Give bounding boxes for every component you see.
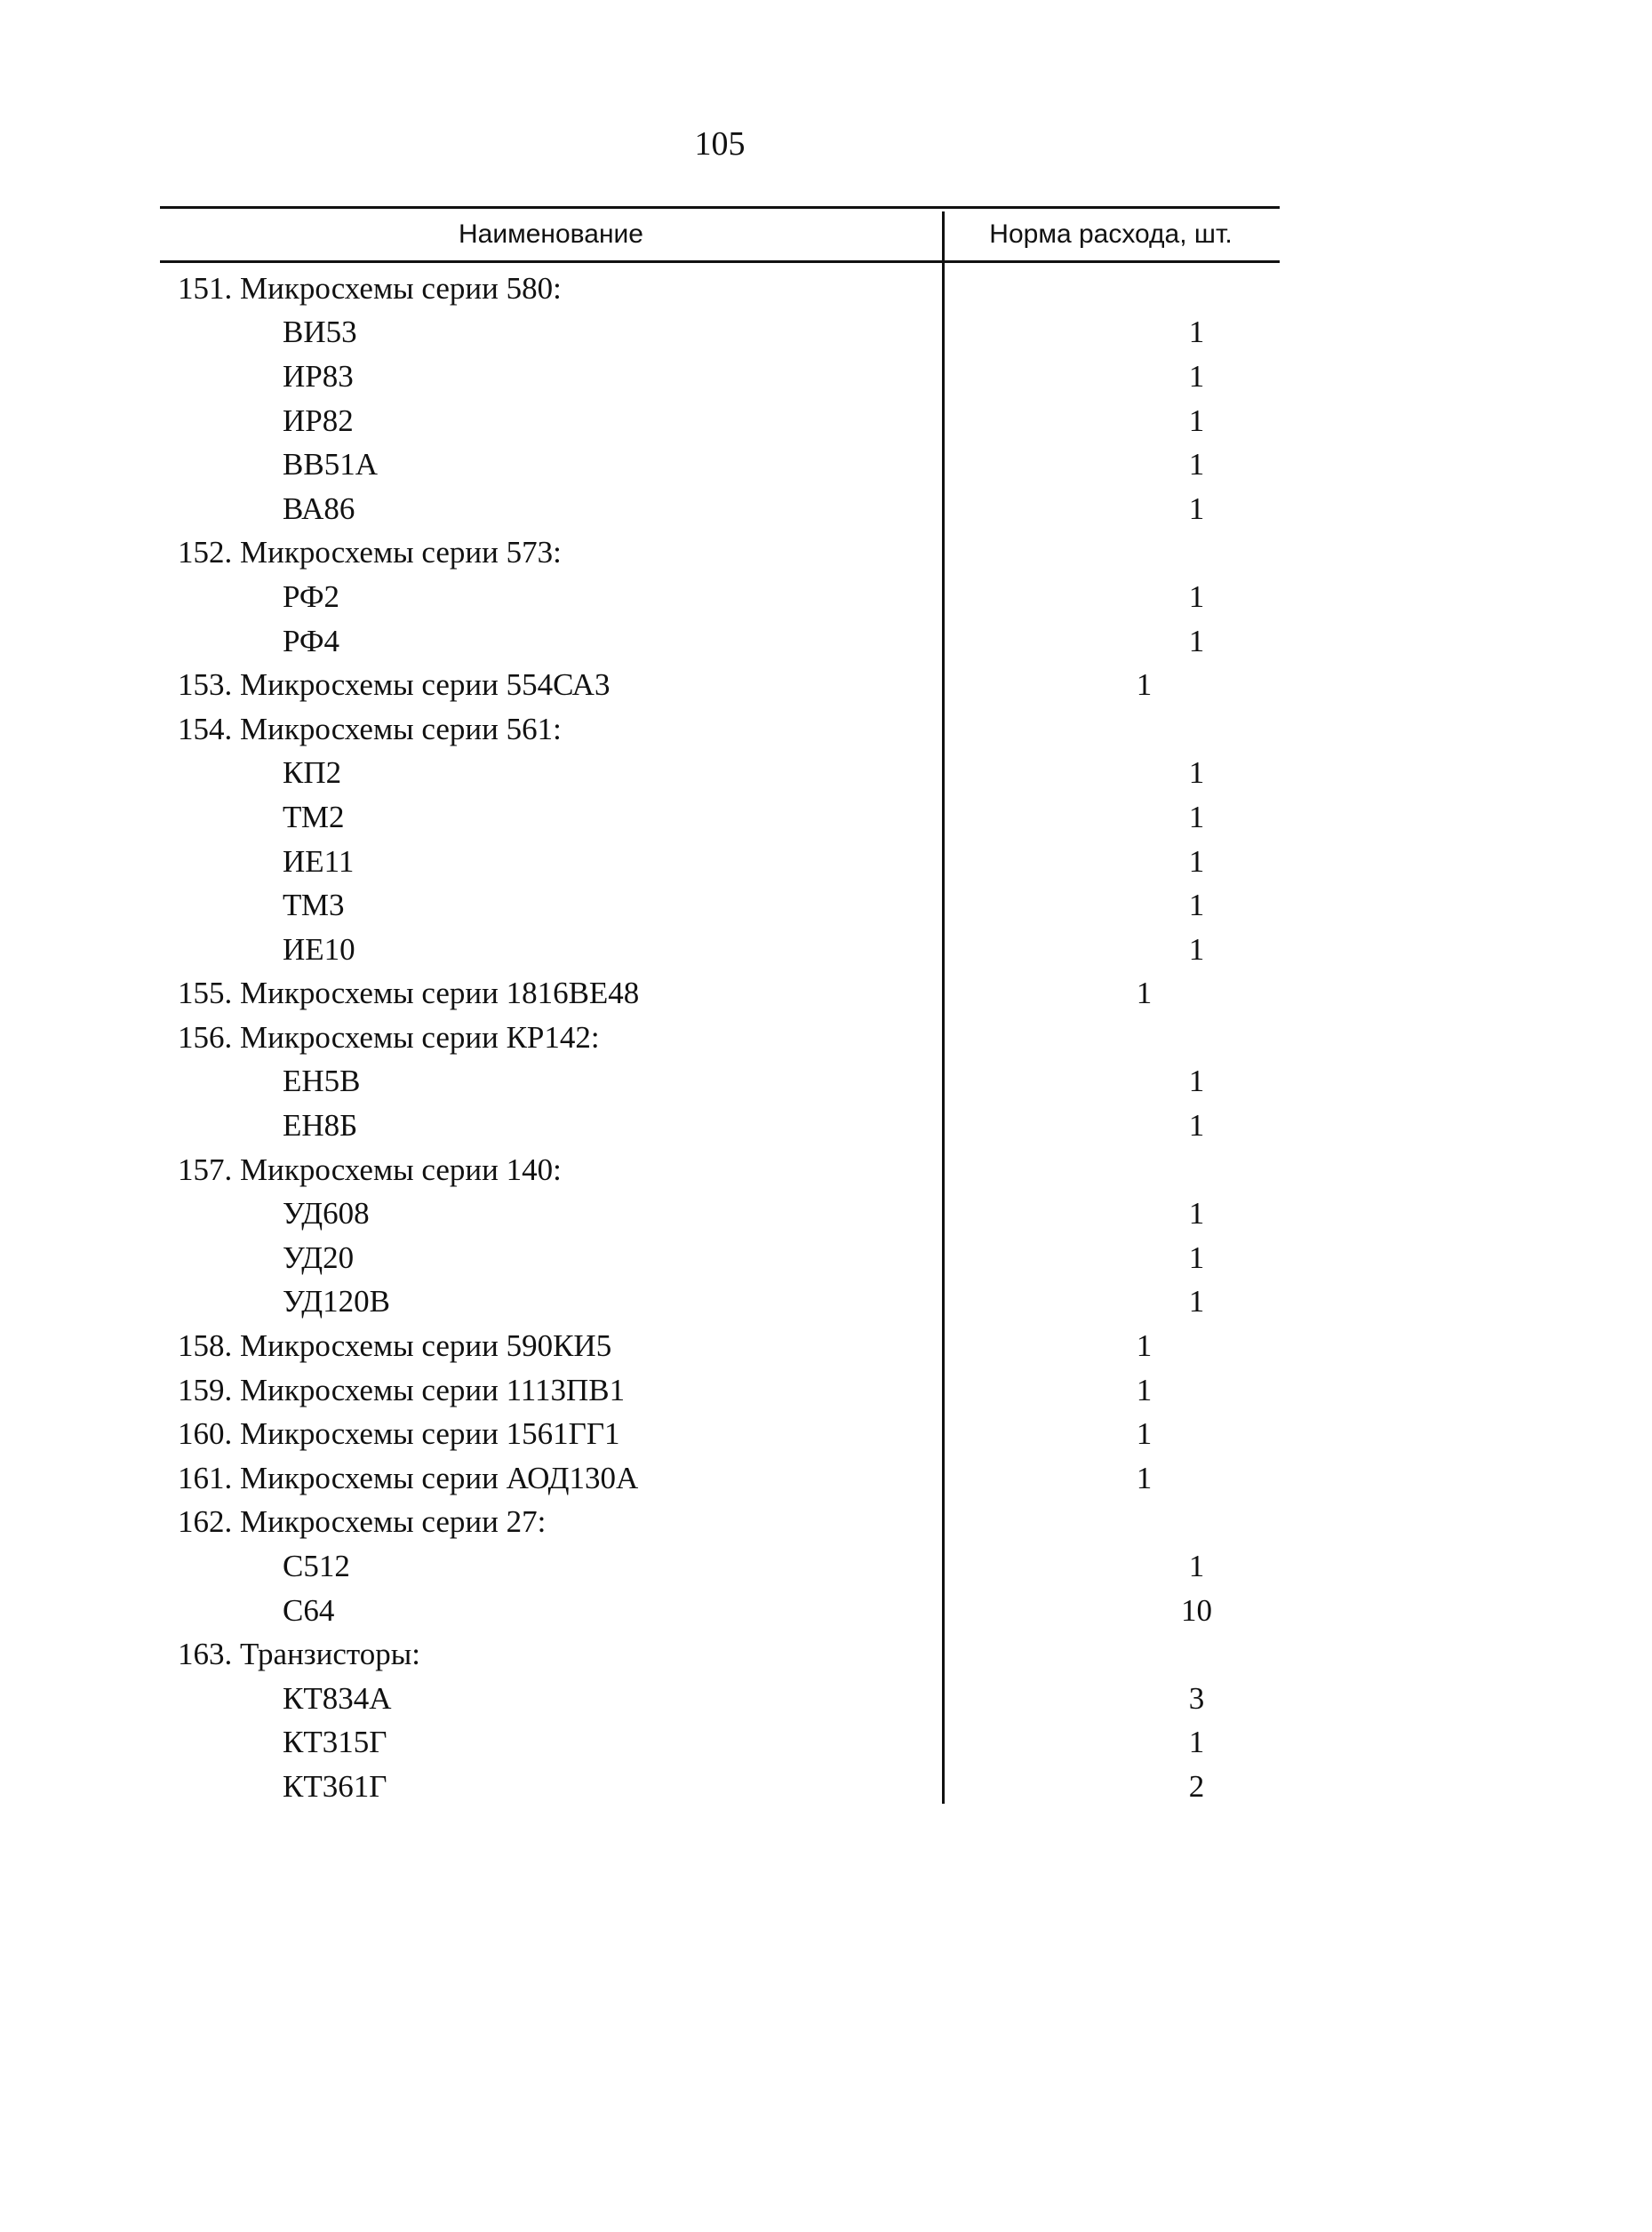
row-quantity: 1 bbox=[1188, 403, 1205, 438]
row-item-name: ИР82 bbox=[283, 403, 354, 438]
row-item-name: УД120В bbox=[283, 1284, 390, 1319]
table-row bbox=[160, 1765, 1280, 1809]
table-row bbox=[160, 1060, 1280, 1104]
table-row bbox=[160, 399, 1280, 443]
row-item-name: ИЕ10 bbox=[283, 931, 355, 967]
header-name: Наименование bbox=[459, 219, 643, 249]
table-row bbox=[160, 1721, 1280, 1766]
row-item-name: ВВ51А bbox=[283, 447, 378, 482]
row-group-name: 161. Микросхемы серии АОД130А bbox=[178, 1460, 639, 1495]
table-row bbox=[160, 1456, 1280, 1501]
row-item-name: ВА86 bbox=[283, 490, 355, 526]
row-item-name: С64 bbox=[283, 1592, 335, 1628]
table-row bbox=[160, 1544, 1280, 1589]
row-item-name: УД608 bbox=[283, 1196, 370, 1232]
table-row bbox=[160, 752, 1280, 796]
table-row bbox=[160, 1104, 1280, 1148]
header-norm: Норма расхода, шт. bbox=[989, 219, 1233, 249]
row-group-name: 157. Микросхемы серии 140: bbox=[178, 1152, 562, 1187]
table-row bbox=[160, 1324, 1280, 1368]
row-group-name: 158. Микросхемы серии 590КИ5 bbox=[178, 1328, 612, 1364]
row-item-name: КТ315Г bbox=[283, 1725, 387, 1760]
row-quantity: 1 bbox=[1188, 490, 1205, 526]
table-row bbox=[160, 663, 1280, 707]
row-quantity: 1 bbox=[1188, 447, 1205, 482]
row-item-name: ИЕ11 bbox=[283, 843, 355, 879]
row-quantity: 1 bbox=[1188, 843, 1205, 879]
row-quantity: 1 bbox=[1188, 1284, 1205, 1319]
table-row bbox=[160, 883, 1280, 928]
table-row bbox=[160, 1148, 1280, 1192]
table-row bbox=[160, 531, 1280, 576]
row-quantity: 1 bbox=[1188, 1240, 1205, 1275]
row-quantity: 2 bbox=[1188, 1768, 1205, 1804]
row-quantity: 1 bbox=[1136, 976, 1153, 1011]
row-group-name: 160. Микросхемы серии 1561ГГ1 bbox=[178, 1416, 620, 1452]
table-body bbox=[160, 263, 1280, 1809]
table-row bbox=[160, 1192, 1280, 1236]
row-quantity: 10 bbox=[1181, 1592, 1212, 1628]
row-group-name: 154. Микросхемы серии 561: bbox=[178, 711, 562, 746]
table-row bbox=[160, 1280, 1280, 1325]
row-quantity: 1 bbox=[1188, 931, 1205, 967]
row-quantity: 1 bbox=[1188, 1108, 1205, 1144]
table-row bbox=[160, 619, 1280, 664]
row-quantity: 1 bbox=[1188, 1725, 1205, 1760]
table-row bbox=[160, 311, 1280, 355]
row-item-name: ВИ53 bbox=[283, 315, 357, 350]
row-item-name: ТМ2 bbox=[283, 799, 345, 834]
row-quantity: 1 bbox=[1188, 358, 1205, 394]
row-item-name: ЕН5В bbox=[283, 1064, 361, 1099]
table-row bbox=[160, 1501, 1280, 1545]
row-quantity: 1 bbox=[1188, 1064, 1205, 1099]
body-column-divider bbox=[942, 263, 945, 1804]
table-row bbox=[160, 1632, 1280, 1677]
row-quantity: 1 bbox=[1136, 1372, 1153, 1407]
table-row bbox=[160, 928, 1280, 972]
row-item-name: ТМ3 bbox=[283, 888, 345, 923]
row-quantity: 1 bbox=[1136, 1328, 1153, 1364]
table-row bbox=[160, 840, 1280, 884]
table-header bbox=[160, 209, 1280, 260]
row-item-name: КП2 bbox=[283, 755, 342, 791]
norms-table bbox=[160, 206, 1280, 1809]
table-row bbox=[160, 487, 1280, 531]
row-quantity: 1 bbox=[1188, 799, 1205, 834]
table-row bbox=[160, 355, 1280, 399]
row-item-name: РФ4 bbox=[283, 623, 340, 658]
table-row bbox=[160, 1236, 1280, 1280]
table-row bbox=[160, 1016, 1280, 1060]
row-quantity: 1 bbox=[1188, 755, 1205, 791]
table-row bbox=[160, 1412, 1280, 1456]
row-group-name: 159. Микросхемы серии 1113ПВ1 bbox=[178, 1372, 626, 1407]
row-item-name: С512 bbox=[283, 1549, 350, 1584]
table-row bbox=[160, 795, 1280, 840]
table-row bbox=[160, 575, 1280, 619]
table-row bbox=[160, 972, 1280, 1016]
table-row bbox=[160, 267, 1280, 311]
row-group-name: 156. Микросхемы серии КР142: bbox=[178, 1019, 600, 1055]
table-row bbox=[160, 707, 1280, 752]
row-quantity: 1 bbox=[1136, 667, 1153, 703]
table-row bbox=[160, 1677, 1280, 1721]
row-quantity: 1 bbox=[1136, 1460, 1153, 1495]
row-group-name: 153. Микросхемы серии 554СА3 bbox=[178, 667, 611, 703]
table-row bbox=[160, 1589, 1280, 1633]
row-quantity: 1 bbox=[1188, 1549, 1205, 1584]
row-item-name: КТ361Г bbox=[283, 1768, 387, 1804]
row-group-name: 163. Транзисторы: bbox=[178, 1637, 420, 1672]
row-quantity: 1 bbox=[1188, 623, 1205, 658]
row-item-name: ИР83 bbox=[283, 358, 354, 394]
row-item-name: КТ834А bbox=[283, 1680, 392, 1716]
table-row bbox=[160, 1368, 1280, 1413]
row-group-name: 155. Микросхемы серии 1816ВЕ48 bbox=[178, 976, 640, 1011]
row-quantity: 3 bbox=[1188, 1680, 1205, 1716]
row-group-name: 162. Микросхемы серии 27: bbox=[178, 1504, 547, 1540]
table-row bbox=[160, 442, 1280, 487]
row-item-name: ЕН8Б bbox=[283, 1108, 358, 1144]
row-group-name: 152. Микросхемы серии 573: bbox=[178, 535, 562, 570]
row-item-name: УД20 bbox=[283, 1240, 355, 1275]
row-quantity: 1 bbox=[1136, 1416, 1153, 1452]
row-group-name: 151. Микросхемы серии 580: bbox=[178, 270, 562, 306]
row-quantity: 1 bbox=[1188, 578, 1205, 614]
row-quantity: 1 bbox=[1188, 1196, 1205, 1232]
row-quantity: 1 bbox=[1188, 888, 1205, 923]
header-column-divider bbox=[942, 211, 945, 263]
page-number: 105 bbox=[694, 125, 746, 163]
row-item-name: РФ2 bbox=[283, 578, 340, 614]
row-quantity: 1 bbox=[1188, 315, 1205, 350]
